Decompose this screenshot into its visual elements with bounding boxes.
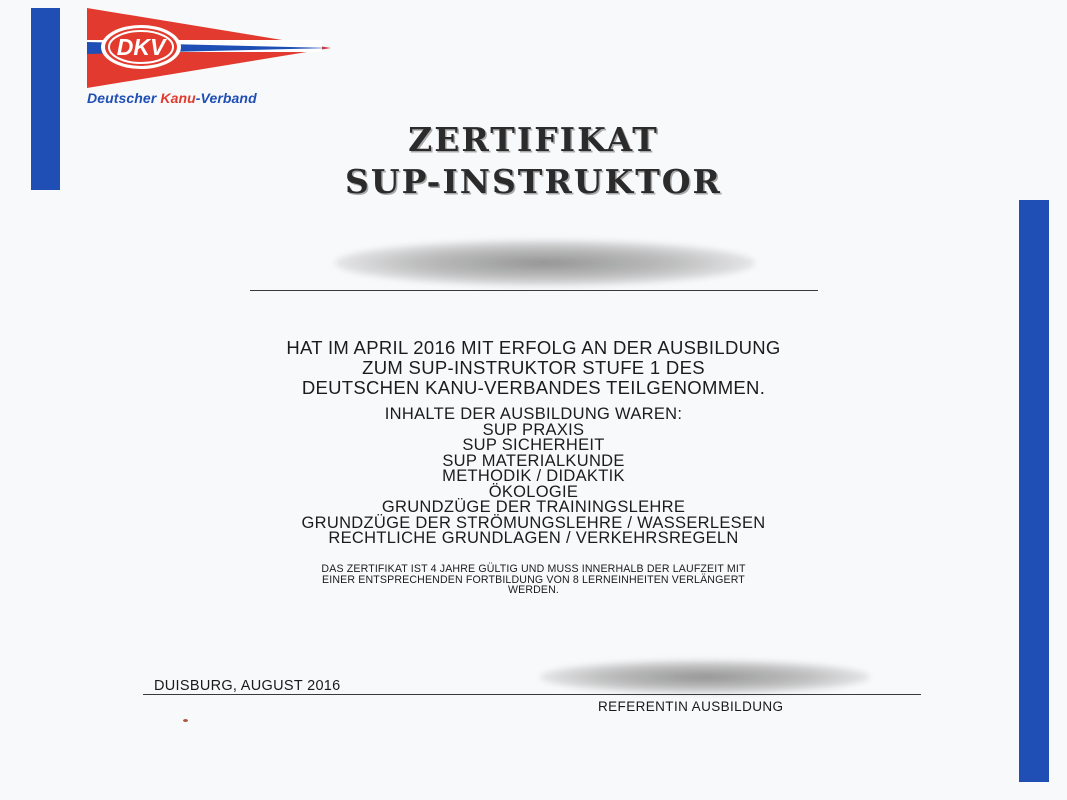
logo-wordmark: [87, 90, 257, 106]
redacted-signature: [540, 660, 870, 694]
statement-line: ZUM SUP-INSTRUKTOR STUFE 1 DES: [362, 357, 705, 378]
validity-line: WERDEN.: [507, 584, 560, 596]
contents-item: SUP PRAXIS: [482, 420, 585, 439]
validity-note: [0, 564, 1067, 596]
certificate-subtitle: SUP-INSTRUKTOR: [345, 162, 722, 201]
statement-line: HAT IM APRIL 2016 MIT ERFOLG AN DER AUSBILDUNG: [286, 337, 781, 358]
contents-item: GRUNDZÜGE DER STRÖMUNGSLEHRE / WASSERLESEN: [301, 513, 766, 532]
logo-wordmark-part: -Verband: [195, 90, 257, 106]
completion-statement: [0, 338, 1067, 398]
signature-line: [143, 694, 921, 695]
validity-line: EINER ENTSPRECHENDEN FORTBILDUNG VON 8 LERNEINHEITEN VERLÄNGERT: [322, 573, 745, 586]
logo-initials: DKV: [116, 34, 166, 60]
contents-item: GRUNDZÜGE DER TRAININGSLEHRE: [381, 498, 686, 516]
contents-item: SUP SICHERHEIT: [462, 436, 605, 454]
paper-speck: [183, 719, 188, 722]
name-underline: [250, 290, 818, 291]
signer-role: REFERENTIN AUSBILDUNG: [598, 699, 784, 714]
place-and-date: DUISBURG, AUGUST 2016: [154, 678, 341, 694]
certificate-title: ZERTIFIKAT: [408, 120, 659, 159]
dkv-pennant-icon: [85, 8, 335, 90]
contents-item: RECHTLICHE GRUNDLAGEN / VERKEHRSREGELN: [328, 529, 739, 547]
statement-line: DEUTSCHEN KANU-VERBANDES TEILGENOMMEN.: [301, 377, 766, 398]
contents-heading: INHALTE DER AUSBILDUNG WAREN:: [384, 405, 683, 423]
dkv-logo: [85, 8, 345, 118]
logo-wordmark-part: Kanu: [160, 90, 196, 106]
logo-wordmark-part: Deutscher: [87, 90, 161, 106]
redacted-recipient-name: [335, 240, 755, 286]
contents-item: ÖKOLOGIE: [488, 482, 579, 501]
contents-item: SUP MATERIALKUNDE: [442, 451, 625, 470]
training-contents: [0, 407, 1067, 547]
contents-item: METHODIK / DIDAKTIK: [442, 467, 625, 485]
validity-line: DAS ZERTIFIKAT IST 4 JAHRE GÜLTIG UND MUSS INNERHALB DER LAUFZEIT MIT: [321, 563, 746, 575]
